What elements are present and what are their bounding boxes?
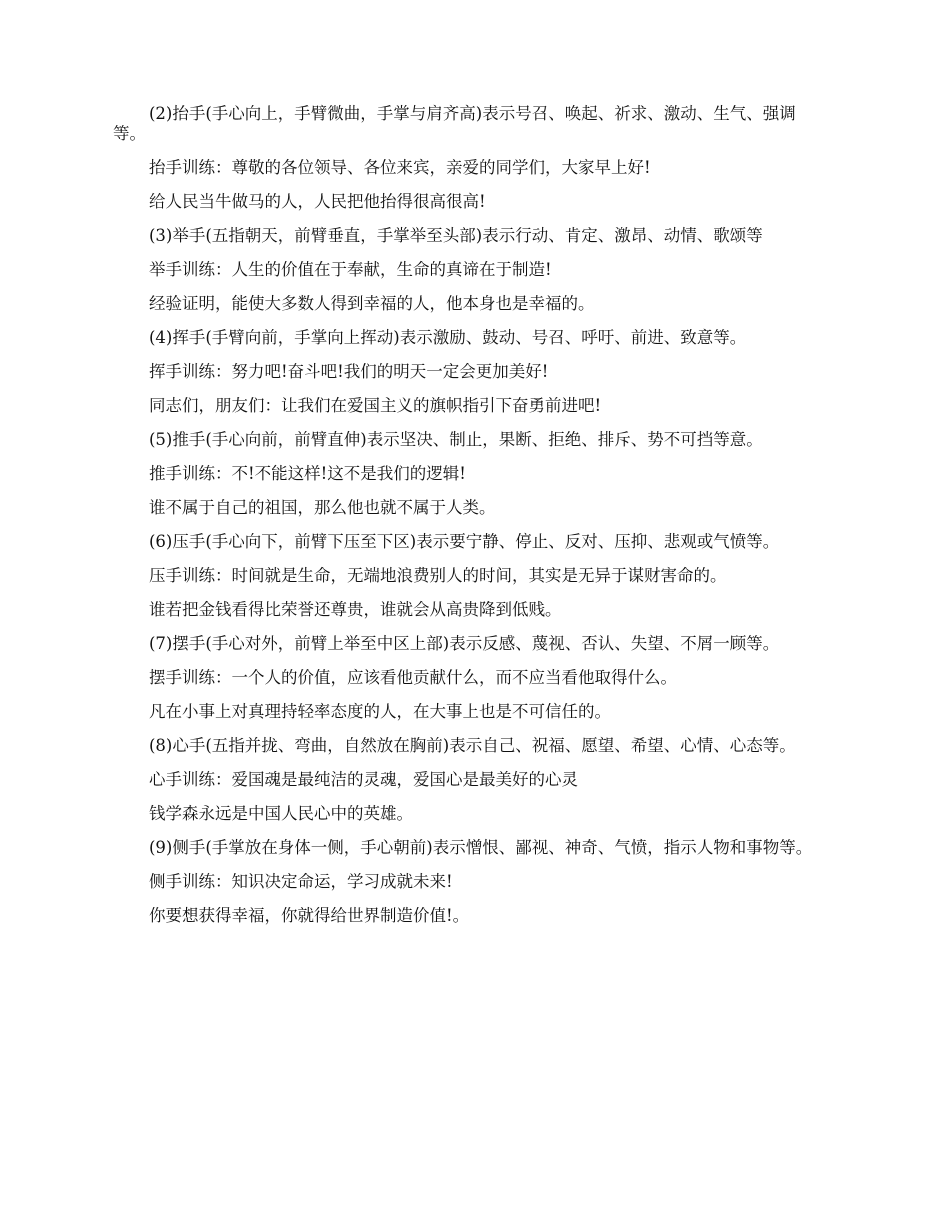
paragraph-side-hand-training: 侧手训练：知识决定命运，学习成就未来! (149, 872, 453, 891)
paragraph-press-hand-definition: (6)压手(手心向下，前臂下压至下区)表示要宁静、停止、反对、压抑、悲观或气愤等。 (149, 532, 780, 551)
paragraph-heart-hand-training: 心手训练：爱国魂是最纯洁的灵魂，爱国心是最美好的心灵 (149, 770, 578, 789)
paragraph-wave-hand-definition: (4)挥手(手臂向前，手掌向上挥动)表示激励、鼓动、号召、呼吁、前进、致意等。 (149, 328, 747, 347)
paragraph-lift-hand-example: 经验证明，能使大多数人得到幸福的人，他本身也是幸福的。 (149, 294, 595, 313)
paragraph-press-hand-example: 谁若把金钱看得比荣誉还尊贵，谁就会从高贵降到低贱。 (149, 600, 562, 619)
paragraph-wave-hand-example: 同志们，朋友们：让我们在爱国主义的旗帜指引下奋勇前进吧! (149, 396, 602, 415)
paragraph-heart-hand-definition: (8)心手(五指并拢、弯曲，自然放在胸前)表示自己、祝福、愿望、希望、心情、心态等。 (149, 736, 796, 755)
paragraph-raise-hand-example: 给人民当牛做马的人，人民把他抬得很高很高! (149, 192, 486, 211)
paragraph-swing-hand-definition: (7)摆手(手心对外，前臂上举至中区上部)表示反感、蔑视、否认、失望、不屑一顾等。 (149, 634, 780, 653)
paragraph-lift-hand-definition: (3)举手(五指朝天，前臂垂直，手掌举至头部)表示行动、肯定、激昂、动情、歌颂等 (149, 226, 763, 245)
document-page (113, 104, 825, 940)
paragraph-push-hand-training: 推手训练：不!不能这样!这不是我们的逻辑! (149, 464, 466, 483)
paragraph-heart-hand-example: 钱学森永远是中国人民心中的英雄。 (149, 804, 413, 823)
paragraph-side-hand-example: 你要想获得幸福，你就得给世界制造价值!。 (149, 906, 470, 925)
paragraph-wave-hand-training: 挥手训练：努力吧!奋斗吧!我们的明天一定会更加美好! (149, 362, 549, 381)
paragraph-raise-hand-training: 抬手训练：尊敬的各位领导、各位来宾，亲爱的同学们，大家早上好! (149, 158, 651, 177)
paragraph-swing-hand-example: 凡在小事上对真理持轻率态度的人，在大事上也是不可信任的。 (149, 702, 611, 721)
paragraph-lift-hand-training: 举手训练：人生的价值在于奉献，生命的真谛在于制造! (149, 260, 552, 279)
paragraph-raise-hand-definition: (2)抬手(手心向上，手臂微曲，手掌与肩齐高)表示号召、唤起、祈求、激动、生气、强调等。 (113, 104, 796, 143)
paragraph-swing-hand-training: 摆手训练：一个人的价值，应该看他贡献什么，而不应当看他取得什么。 (149, 668, 677, 687)
paragraph-press-hand-training: 压手训练：时间就是生命，无端地浪费别人的时间，其实是无异于谋财害命的。 (149, 566, 727, 585)
paragraph-push-hand-example: 谁不属于自己的祖国，那么他也就不属于人类。 (149, 498, 496, 517)
paragraph-side-hand-definition: (9)侧手(手掌放在身体一侧，手心朝前)表示憎恨、鄙视、神奇、气愤，指示人物和事物等。 (149, 838, 813, 857)
paragraph-push-hand-definition: (5)推手(手心向前，前臂直伸)表示坚决、制止，果断、拒绝、排斥、势不可挡等意。 (149, 430, 763, 449)
